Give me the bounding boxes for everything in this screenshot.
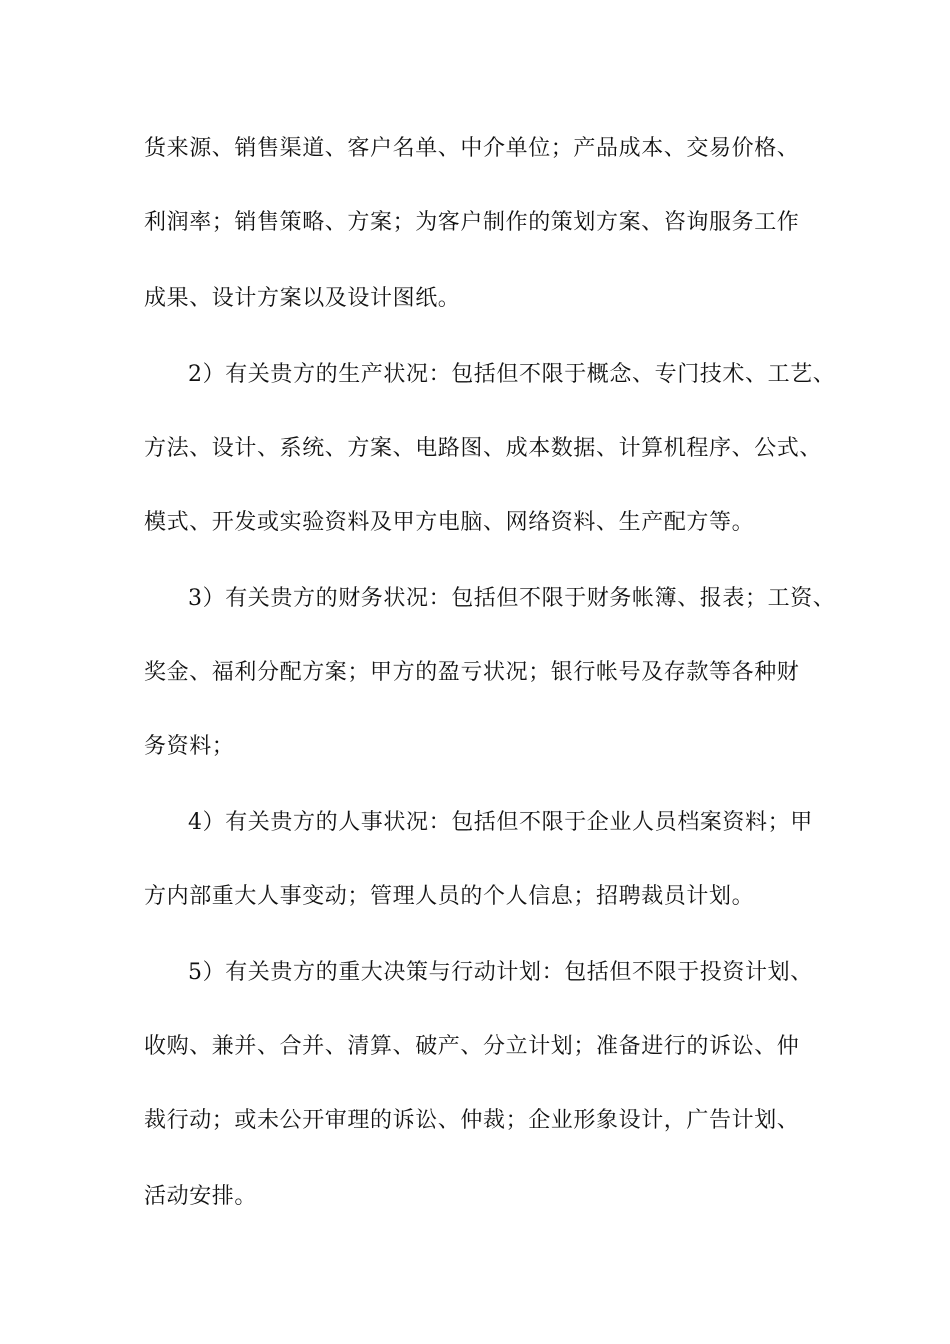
- text-line: 务资料；: [144, 734, 235, 759]
- text-line: 裁行动；或未公开审理的诉讼、仲裁；企业形象设计，广告计划、: [144, 1108, 800, 1133]
- text-line: 模式、开发或实验资料及甲方电脑、网络资料、生产配方等。: [144, 510, 755, 535]
- text-line: 利润率；销售策略、方案；为客户制作的策划方案、咨询服务工作: [144, 210, 800, 235]
- paragraph-4-start: 4）有关贵方的人事状况：包括但不限于企业人员档案资料；甲: [188, 810, 813, 835]
- paragraph-2-start: 2）有关贵方的生产状况：包括但不限于概念、专门技术、工艺、: [188, 362, 836, 387]
- paragraph-5-start: 5）有关贵方的重大决策与行动计划：包括但不限于投资计划、: [188, 960, 813, 985]
- text-line: 成果、设计方案以及设计图纸。: [144, 286, 461, 311]
- text-line: 活动安排。: [144, 1184, 258, 1209]
- text-line: 收购、兼并、合并、清算、破产、分立计划；准备进行的诉讼、仲: [144, 1034, 800, 1059]
- text-line: 奖金、福利分配方案；甲方的盈亏状况；银行帐号及存款等各种财: [144, 660, 800, 685]
- text-line: 方法、设计、系统、方案、电路图、成本数据、计算机程序、公式、: [144, 436, 823, 461]
- text-line: 方内部重大人事变动；管理人员的个人信息；招聘裁员计划。: [144, 884, 755, 909]
- text-line: 货来源、销售渠道、客户名单、中介单位；产品成本、交易价格、: [144, 136, 800, 161]
- paragraph-3-start: 3）有关贵方的财务状况：包括但不限于财务帐簿、报表；工资、: [188, 586, 836, 611]
